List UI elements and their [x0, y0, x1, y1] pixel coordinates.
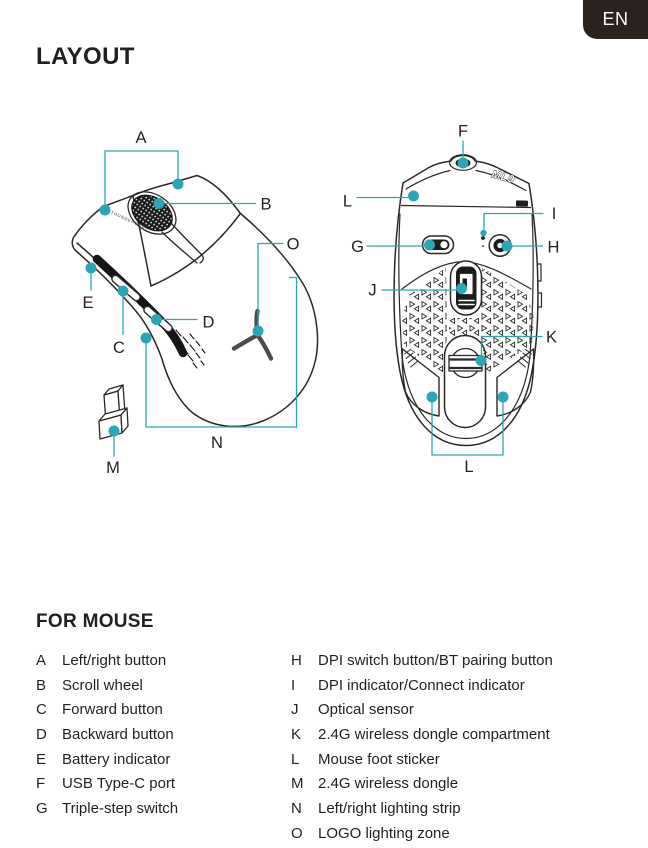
legend-row — [291, 821, 621, 846]
legend-label: DPI switch button/BT pairing button — [318, 651, 553, 669]
legend-column-left — [36, 648, 281, 821]
legend-key: H — [291, 651, 302, 669]
perforation-middle — [449, 318, 483, 336]
callout-dot-k — [476, 355, 487, 366]
callout-label-k: K — [545, 328, 558, 347]
callout-label-a: A — [135, 129, 147, 147]
callout-label-n: N — [211, 434, 223, 452]
legend-row — [36, 722, 281, 747]
callout-dot-b — [154, 198, 165, 209]
callout-dot-e — [86, 263, 97, 274]
callout-label-l-top: L — [342, 192, 353, 211]
legend-label: Battery indicator — [62, 750, 171, 768]
callout-label-j: J — [368, 281, 377, 300]
legend-label: Triple-step switch — [62, 799, 179, 817]
legend-key: K — [291, 725, 302, 743]
side-brand-text: THUNDEROBOT — [110, 209, 150, 232]
switch-knob — [440, 241, 447, 248]
legend-row — [36, 747, 281, 772]
page-title: LAYOUT — [36, 43, 135, 70]
legend-label: 2.4G wireless dongle — [318, 775, 459, 793]
legend-row — [36, 796, 281, 821]
callout-dot-a1 — [100, 205, 111, 216]
legend-key: A — [36, 651, 47, 669]
callout-label-g: G — [351, 238, 364, 256]
legend-label: DPI indicator/Connect indicator — [318, 676, 525, 694]
legend-column-right — [291, 648, 621, 846]
callout-dot-c — [118, 286, 129, 297]
top-sticker-bottom-line — [402, 206, 531, 208]
legend-key: F — [36, 775, 46, 793]
callout-dot-g — [424, 240, 435, 251]
callout-label-m: M — [106, 459, 120, 477]
legend-key: E — [36, 750, 47, 768]
scroll-wheel-shape — [120, 183, 184, 243]
dpi-indicator-dot — [481, 236, 485, 240]
callout-dot-f — [458, 158, 469, 169]
callout-dot-i — [480, 230, 486, 236]
callout-line-l-bottom — [432, 403, 503, 456]
callout-label-c: C — [113, 339, 125, 357]
legend-label: Left/right lighting strip — [318, 799, 461, 817]
legend-key: M — [291, 775, 304, 793]
legend-label: USB Type-C port — [62, 775, 176, 793]
legend-label: Left/right button — [62, 651, 167, 669]
legend-key: J — [291, 701, 299, 719]
callout-label-e: E — [82, 294, 94, 312]
legend-key: B — [36, 676, 47, 694]
logo-glyph — [234, 311, 271, 359]
callout-dot-j — [456, 283, 467, 294]
callout-dot-m — [109, 426, 120, 437]
section-title: FOR MOUSE — [36, 611, 154, 632]
legend-label: Mouse foot sticker — [318, 750, 440, 768]
legend-label: 2.4G wireless dongle compartment — [318, 725, 550, 743]
callout-line-n — [146, 278, 297, 428]
callout-dot-o — [253, 326, 264, 337]
legend-label: Scroll wheel — [62, 676, 143, 694]
callout-dot-l-b2 — [498, 392, 509, 403]
legend-row — [291, 648, 621, 673]
callout-label-f: F — [457, 122, 469, 141]
language-badge: EN — [583, 0, 648, 39]
legend-row — [291, 697, 621, 722]
callout-label-l-bottom: L — [464, 458, 474, 476]
legend-key: N — [291, 799, 302, 817]
wheel-slot-lines — [162, 223, 203, 263]
callout-label-d: D — [202, 313, 215, 332]
legend-label: Backward button — [62, 725, 174, 743]
callout-label-b: B — [260, 195, 272, 214]
legend-row — [36, 648, 281, 673]
sticker-tab — [516, 200, 528, 206]
legend-row — [291, 796, 621, 821]
legend-key: D — [36, 725, 47, 743]
legend-key: C — [36, 701, 47, 719]
legend-row — [291, 673, 621, 698]
callout-dot-l-b1 — [427, 392, 438, 403]
callout-label-h: H — [547, 238, 560, 257]
legend-row — [36, 697, 281, 722]
callout-dot-h — [502, 241, 513, 252]
side-lighting-strip — [97, 259, 183, 353]
callout-label-i: I — [551, 205, 557, 223]
legend-key: L — [291, 750, 300, 768]
legend-row — [291, 722, 621, 747]
legend-label: Forward button — [62, 701, 163, 719]
legend-key: G — [36, 799, 48, 817]
callout-dot-l-top — [408, 191, 419, 202]
legend-key: I — [291, 676, 296, 694]
legend-row — [291, 747, 621, 772]
model-text: ML9 — [490, 168, 516, 186]
perforation-right — [481, 268, 534, 375]
dongle-compartment — [445, 336, 486, 428]
legend-row — [36, 771, 281, 796]
callout-line-o — [258, 244, 284, 326]
legend-row — [291, 771, 621, 796]
callout-dot-n — [141, 333, 152, 344]
callout-dot-d — [151, 314, 162, 325]
legend-key: O — [291, 824, 303, 842]
callout-dot-a2 — [173, 179, 184, 190]
dpi-indicator-tick — [482, 245, 484, 247]
legend-row — [36, 673, 281, 698]
legend-label: Optical sensor — [318, 701, 414, 719]
legend-label: LOGO lighting zone — [318, 824, 450, 842]
callout-label-o: O — [286, 235, 300, 254]
